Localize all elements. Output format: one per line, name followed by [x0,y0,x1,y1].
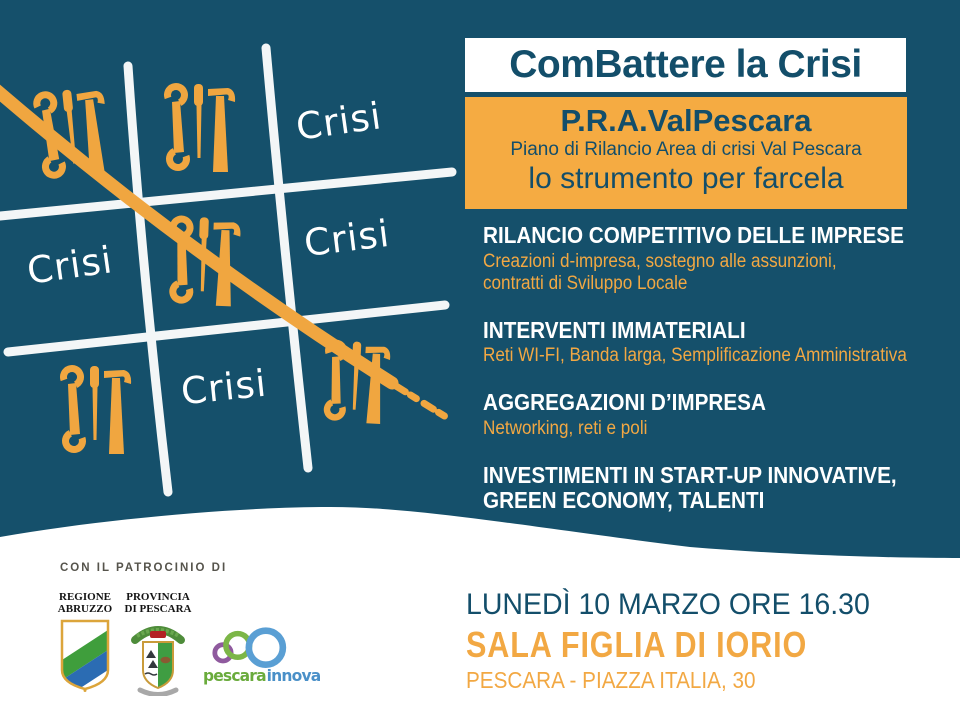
logo-regione-abruzzo [52,592,118,692]
pescarainnova-text-part1: pescara [203,666,267,685]
agenda-item-sub: Networking, reti e poli [483,418,648,440]
logo-caption: DI PESCARA [124,602,192,615]
agenda-item-title: GREEN ECONOMY, TALENTI [483,486,765,513]
agenda-item-rilancio [483,223,943,295]
event-datetime: LUNEDÌ 10 MARZO ORE 16.30 [466,588,870,621]
agenda-item-interventi [483,318,943,368]
provincia-crest-icon [128,618,188,696]
agenda-item-title: RILANCIO COMPETITIVO DELLE IMPRESE [483,222,904,248]
program-box [465,97,907,209]
crisi-label-middle-left: Crisi [24,238,116,293]
crisi-label-bottom-middle: Crisi [178,361,269,414]
logo-caption: ABRUZZO [57,602,113,615]
title-band [465,38,906,92]
crisi-label-top-right: Crisi [293,94,385,149]
poster-title: ComBattere la Crisi [509,43,862,86]
logo-pescarainnova [203,606,325,693]
tools-mark-top-middle [165,84,235,172]
patronage-label: CON IL PATROCINIO DI [60,562,228,574]
logo-caption: REGIONE [59,591,111,603]
pescarainnova-text-part2: innova [266,666,322,685]
pescarainnova-rings-icon [203,609,325,693]
event-details [466,585,891,695]
agenda-item-title: INVESTIMENTI IN START-UP INNOVATIVE, [483,461,897,488]
logo-caption: PROVINCIA [126,591,190,603]
agenda-item-aggregazioni [483,390,943,440]
tools-mark-bottom-left [61,366,131,454]
agenda-item-title: AGGREGAZIONI D’IMPRESA [483,389,766,416]
event-venue: SALA FIGLIA DI IORIO [466,624,808,665]
program-name: P.R.A.ValPescara [560,103,812,138]
agenda-list [483,223,943,536]
logo-provincia-pescara [122,592,194,696]
agenda-item-title: INTERVENTI IMMATERIALI [483,316,746,343]
agenda-item-sub: contratti di Sviluppo Locale [483,272,688,294]
agenda-item-sub: Reti WI-FI, Banda larga, Semplificazione Amministrativa [483,345,907,367]
event-address: PESCARA - PIAZZA ITALIA, 30 [466,667,756,694]
program-tagline: lo strumento per farcela [528,161,844,195]
agenda-item-sub: Creazioni d-impresa, sostegno alle assunzioni, [483,250,837,272]
crisi-label-middle-right: Crisi [301,211,393,266]
agenda-item-investimenti [483,463,943,513]
program-subtitle: Piano di Rilancio Area di crisi Val Pescara [510,139,862,161]
abruzzo-shield-icon [58,618,112,692]
